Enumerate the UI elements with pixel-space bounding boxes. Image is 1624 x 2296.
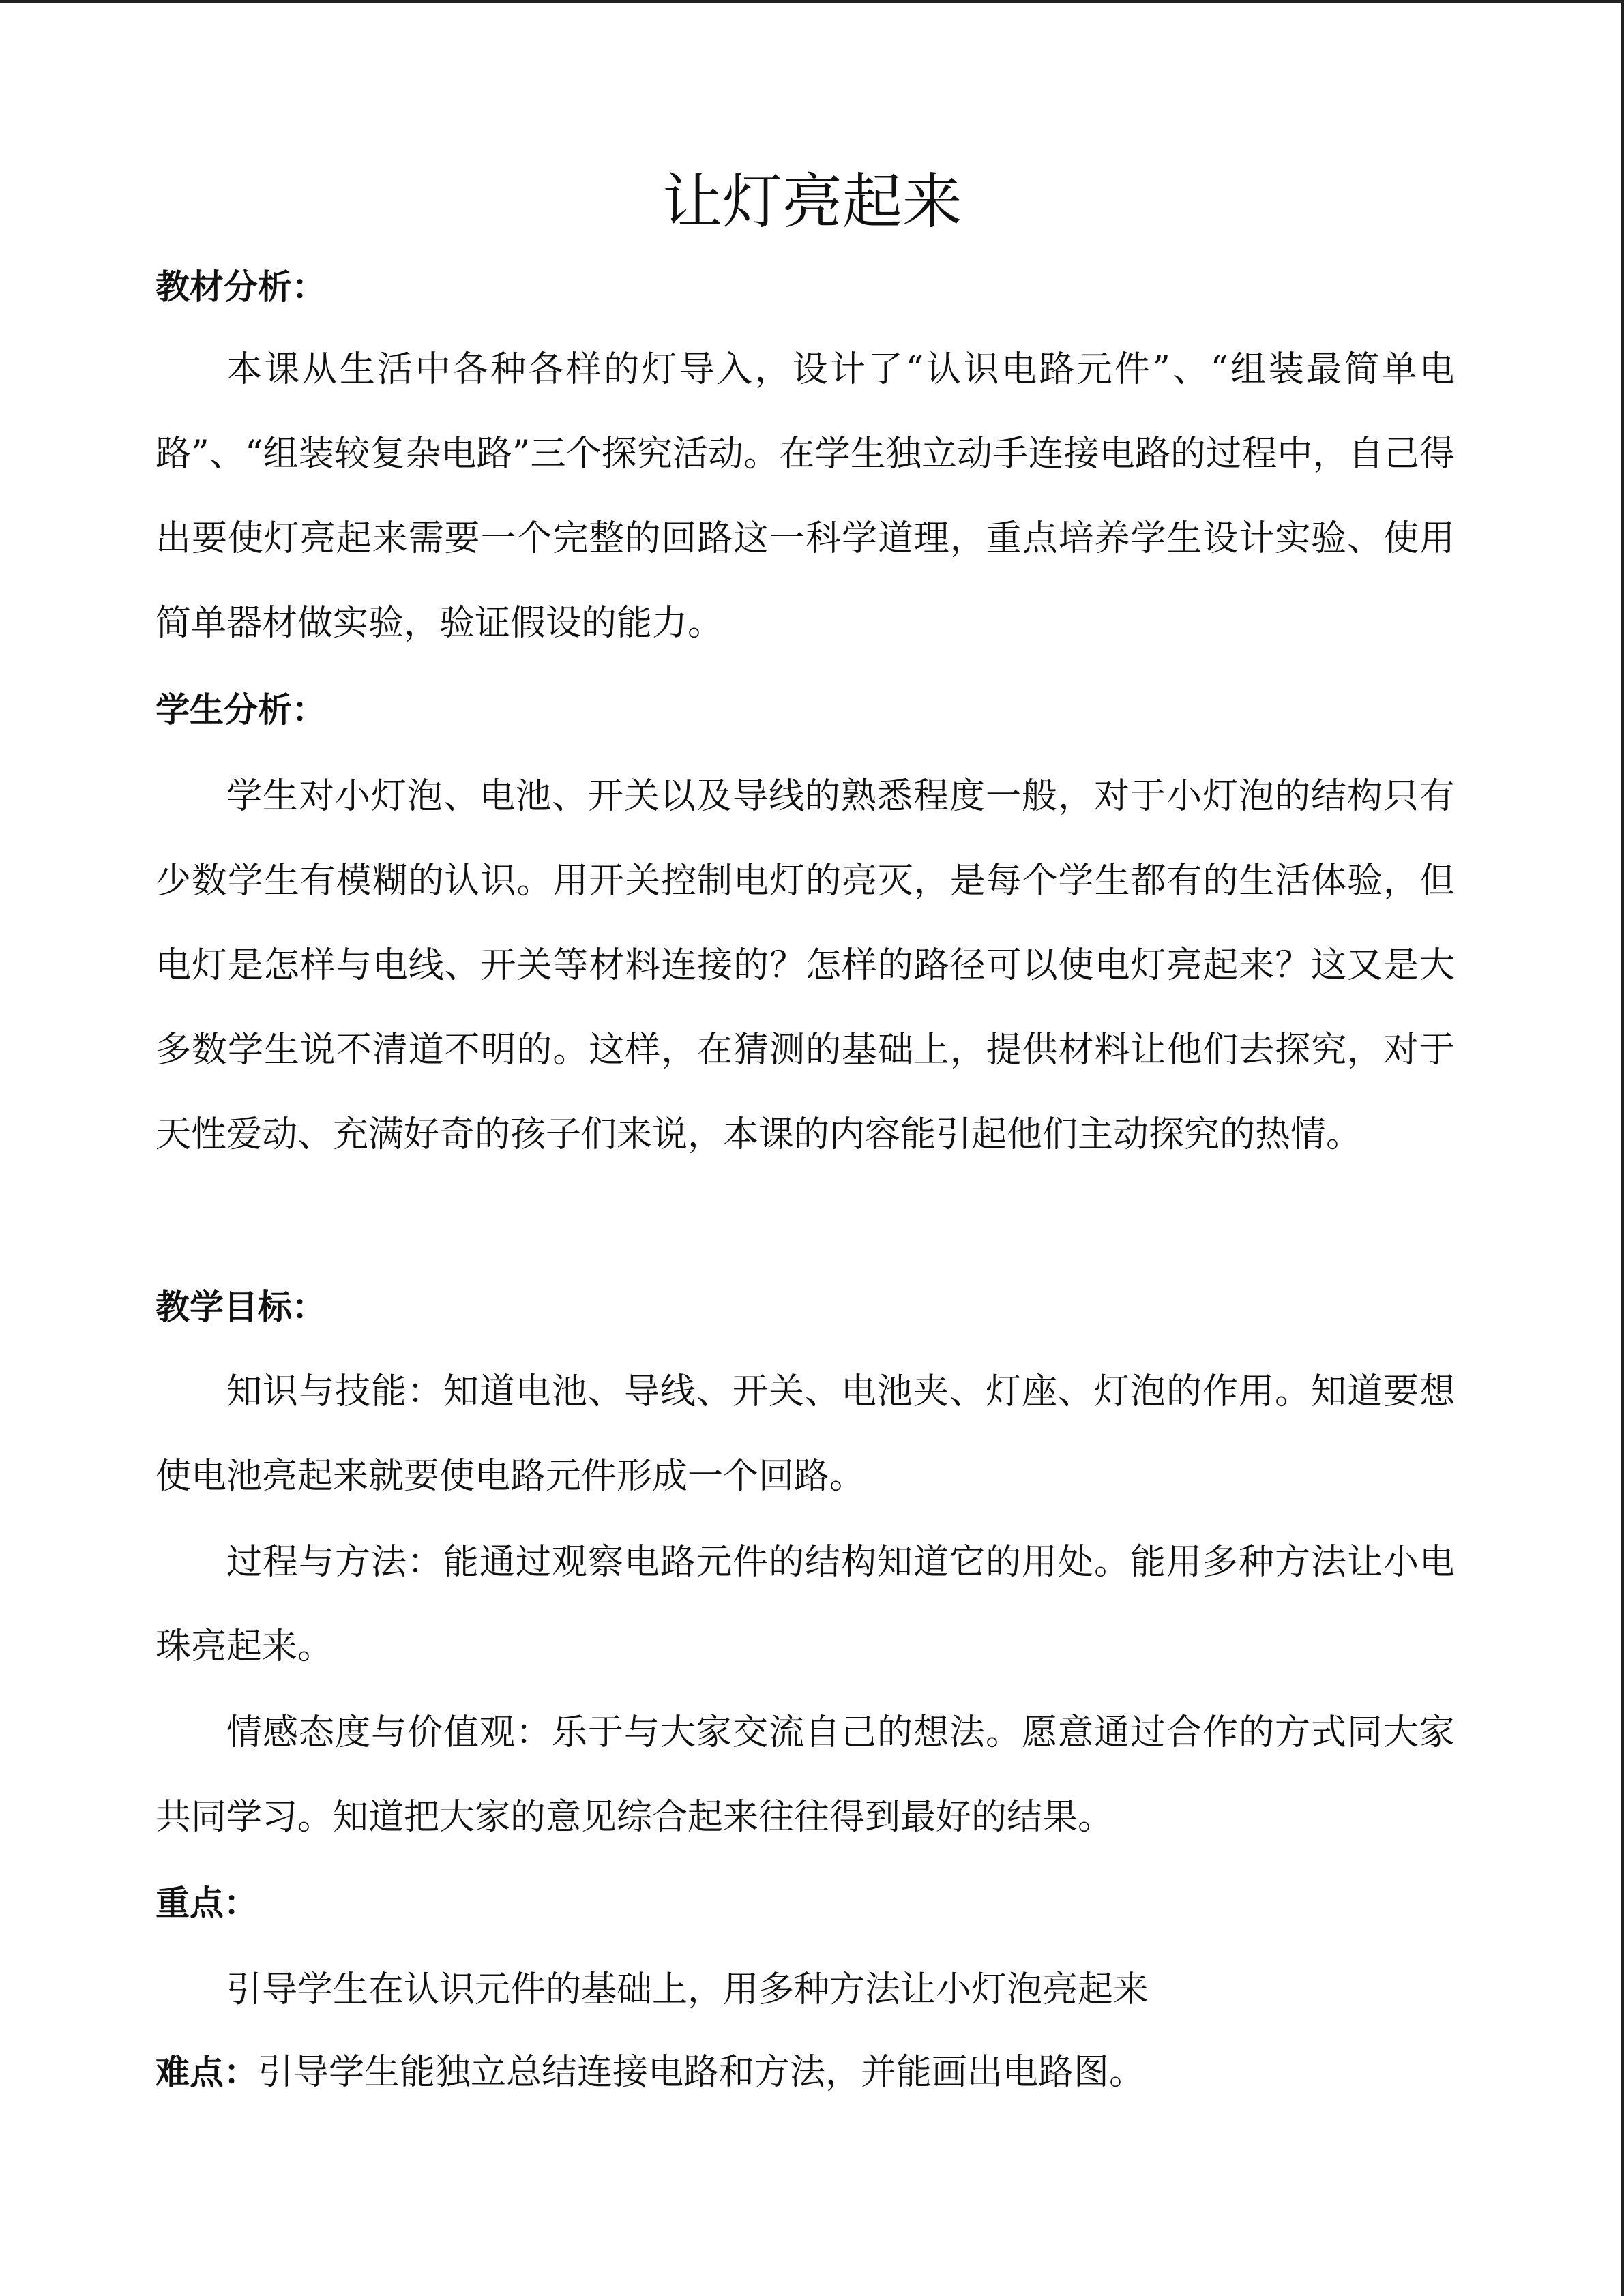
teaching-goals-heading: 教学目标：: [156, 1287, 326, 1327]
knowledge-skills-paragraph: 知识与技能：知道电池、导线、开关、电池夹、灯座、灯泡的作用。知道要想使电池亮起来就要使电路元件形成一个回路。: [156, 1371, 1455, 1497]
student-analysis-heading: 学生分析：: [156, 690, 326, 730]
difficulty-heading: 难点：: [156, 2053, 258, 2092]
student-analysis-paragraph: 学生对小灯泡、电池、开关以及导线的熟悉程度一般，对于小灯泡的结构只有少数学生有模糊的认识。用开关控制电灯的亮灭，是每个学生都有的生活体验，但电灯是怎样与电线、开关等材料连接的？怎样的路径可以使电灯亮起来？这又是大多数学生说不清道不明的。这样，在猜测的基础上，提供材料让他们去探究，对于天性爱动、充满好奇的孩子们来说，本课的内容能引起他们主动探究的热情。: [156, 776, 1455, 1155]
process-methods-paragraph: 过程与方法：能通过观察电路元件的结构知道它的用处。能用多种方法让小电珠亮起来。: [156, 1542, 1455, 1667]
difficulty-text: 引导学生能独立总结连接电路和方法，并能画出电路图。: [258, 2052, 1145, 2093]
material-analysis-heading: 教材分析：: [156, 267, 326, 307]
emotion-values-paragraph: 情感态度与价值观：乐于与大家交流自己的想法。愿意通过合作的方式同大家共同学习。知道把大家的意见综合起来往往得到最好的结果。: [156, 1712, 1455, 1838]
key-point-paragraph: 引导学生在认识元件的基础上，用多种方法让小灯泡亮起来: [226, 1969, 1149, 2010]
key-point-heading: 重点：: [156, 1883, 258, 1923]
difficulty-line: [156, 2048, 1145, 2096]
material-analysis-paragraph: 本课从生活中各种各样的灯导入，设计了“认识电路元件”、“组装最简单电路”、“组装较复杂电路”三个探究活动。在学生独立动手连接电路的过程中，自己得出要使灯亮起来需要一个完整的回路这一科学道理，重点培养学生设计实验、使用简单器材做实验，验证假设的能力。: [156, 349, 1455, 644]
document-title: 让灯亮起来: [662, 166, 962, 237]
